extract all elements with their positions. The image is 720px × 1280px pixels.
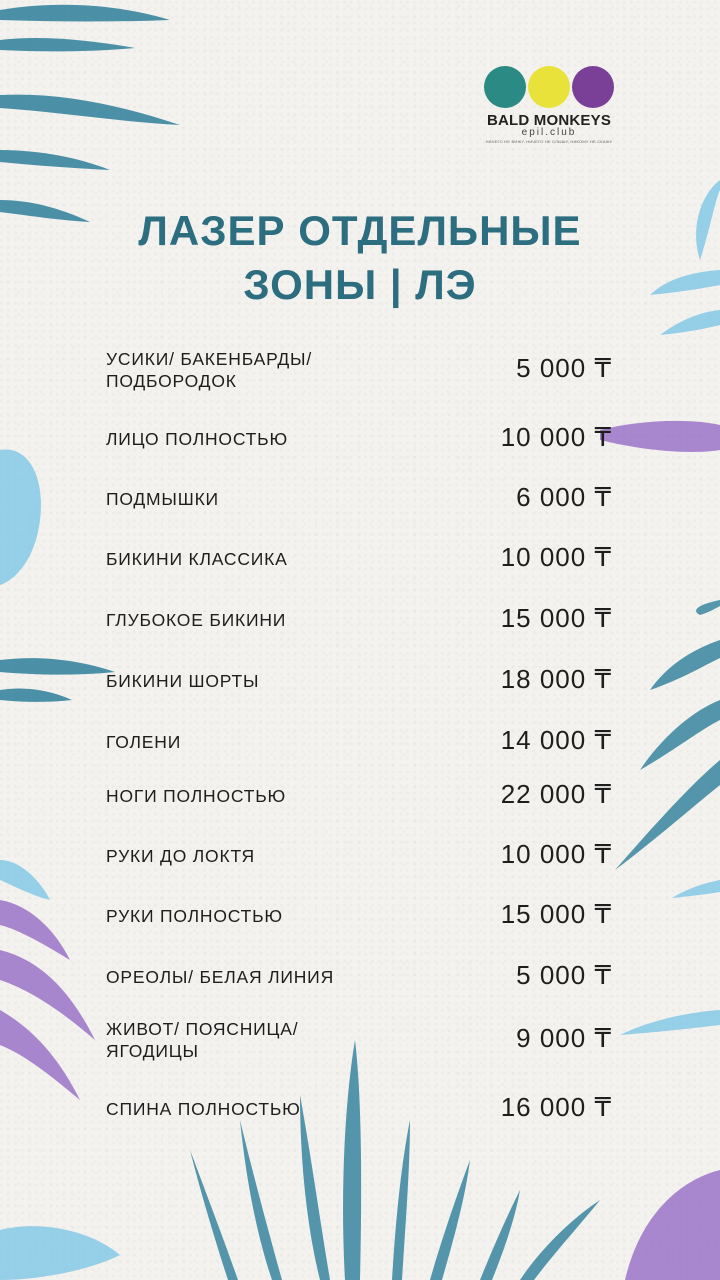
brand-subtitle: epil.club xyxy=(521,127,577,138)
zone-price: 16 000 ₸ xyxy=(500,1092,612,1122)
zone-price: 6 000 ₸ xyxy=(516,482,612,512)
zone-name: СПИНА ПОЛНОСТЬЮ xyxy=(106,1099,301,1119)
zone-price: 15 000 ₸ xyxy=(500,603,612,633)
zone-name: НОГИ ПОЛНОСТЬЮ xyxy=(106,786,287,806)
zone-price: 9 000 ₸ xyxy=(516,1023,612,1053)
zone-name: ЖИВОТ/ ПОЯСНИЦА/ ЯГОДИЦЫ xyxy=(106,1019,299,1061)
brand-logo xyxy=(482,66,616,144)
zone-price: 18 000 ₸ xyxy=(500,664,612,694)
monkey-teal-icon xyxy=(484,66,526,108)
page-title-line-2: ЗОНЫ | ЛЭ xyxy=(243,261,477,308)
mascot-faces xyxy=(482,66,616,112)
brand-tagline: НИЧЕГО НЕ ВИЖУ, НИЧЕГО НЕ СЛЫШУ, НИКОМУ НЕ СКАЖУ xyxy=(485,139,613,144)
page-title-line-1: ЛАЗЕР ОТДЕЛЬНЫЕ xyxy=(138,207,582,254)
monkey-purple-icon xyxy=(572,66,614,108)
zone-name: РУКИ ПОЛНОСТЬЮ xyxy=(106,906,283,926)
zone-price: 5 000 ₸ xyxy=(516,960,612,990)
zone-name: ГОЛЕНИ xyxy=(106,732,182,752)
zone-name: БИКИНИ КЛАССИКА xyxy=(106,549,288,569)
zone-price: 10 000 ₸ xyxy=(500,839,612,869)
zone-name: ЛИЦО ПОЛНОСТЬЮ xyxy=(106,429,288,449)
page-title xyxy=(0,204,720,312)
brand-name: BALD MONKEYS xyxy=(486,112,612,129)
zone-price: 10 000 ₸ xyxy=(500,542,612,572)
zone-name: БИКИНИ ШОРТЫ xyxy=(106,671,260,691)
zone-name: УСИКИ/ БАКЕНБАРДЫ/ ПОДБОРОДОК xyxy=(106,349,312,391)
zone-name: ГЛУБОКОЕ БИКИНИ xyxy=(106,610,287,630)
zone-price: 22 000 ₸ xyxy=(500,779,612,809)
zone-price: 14 000 ₸ xyxy=(500,725,612,755)
zone-price: 5 000 ₸ xyxy=(516,353,612,383)
zone-price: 15 000 ₸ xyxy=(500,899,612,929)
zone-name: ОРЕОЛЫ/ БЕЛАЯ ЛИНИЯ xyxy=(106,967,335,987)
zone-price: 10 000 ₸ xyxy=(500,422,612,452)
zone-name: РУКИ ДО ЛОКТЯ xyxy=(106,846,255,866)
monkey-yellow-icon xyxy=(528,66,570,108)
zone-name: ПОДМЫШКИ xyxy=(106,489,219,509)
